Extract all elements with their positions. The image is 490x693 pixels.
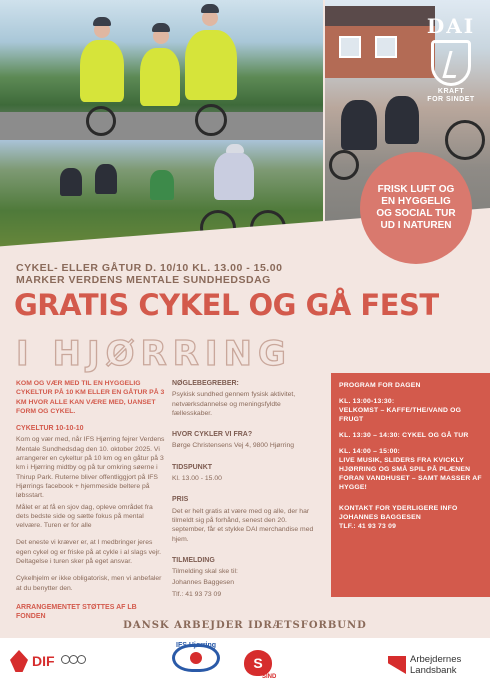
cyclist-1 (80, 40, 124, 102)
dif-logo: DIF (10, 650, 87, 672)
dai-logo (420, 14, 482, 104)
cyclist-2 (140, 48, 180, 106)
sind-logo: S SIND (244, 650, 276, 680)
slogan-circle: FRISK LUFT OG EN HYGGELIG OG SOCIAL TUR UD I NATUREN (360, 152, 472, 264)
section-heading: TILMELDING (172, 556, 215, 564)
section-heading: HVOR CYKLER VI FRA? (172, 431, 253, 439)
intro-text: KOM OG VÆR MED TIL EN HYGGELIG CYKELTUR PÅ 10 KM ELLER EN GÅTUR PÅ 3 KM HVOR ALLE KAN VÆRE MED, UANSET FORM OG CYKEL. (16, 380, 165, 415)
olympic-rings-icon (61, 655, 87, 667)
location-title: I HJØRRING (16, 334, 292, 374)
page-title: GRATIS CYKEL OG GÅ FEST (14, 288, 439, 322)
info-column-left: KOM OG VÆR MED TIL EN HYGGELIG CYKELTUR PÅ 10 KM ELLER EN GÅTUR PÅ 3 KM HVOR ALLE KAN VÆRE MED, UANSET FORM OG CYKEL. CYKELTUR 10-10-10 Kom og vær med, når IFS Hjørring fejrer Verdens Mentale Sundhedsdag den 10. oktober 2025. Vi arrangerer en cykeltur på 10 km og en gåtur på 3 km i Hjørring midtby og på tur omkring søerne i Thirup Park. Ruterne bliver offentliggjort på IFS Hjørrings facebook + hjemmeside beltere på løbsstart. Målet er at få en sjov dag, opleve området fra dets bedste side og sætte fokus på mental velvære. Turen er for alle Det eneste vi kræver er, at I medbringer jeres egen cykel og er friske på at cykle i al slags vejr. Deltagelse i turen sker på eget ansvar. Cykelhjelm er ikke obligatorisk, men vi anbefaler at du benytter den. ARRANGEMENTET STØTTES AF LB FONDEN (16, 380, 165, 621)
bank-icon (388, 656, 406, 674)
heart-icon: S (244, 650, 272, 676)
section-heading: CYKELTUR 10-10-10 (16, 425, 84, 433)
cyclist-3 (185, 30, 237, 100)
lead-rider (214, 152, 254, 200)
section-heading: TIDSPUNKT (172, 463, 213, 471)
ifs-hjorring-logo: IFS Hjørring (166, 644, 226, 672)
sponsor-text: ARRANGEMENTET STØTTES AF LB FONDEN (16, 603, 137, 621)
dif-flame-icon (10, 650, 28, 672)
subtitle: CYKEL- ELLER GÅTUR D. 10/10 KL. 13.00 - 15.00 MARKER VERDENS MENTALE SUNDHEDSDAG (16, 262, 283, 286)
dai-tagline: KRAFT FOR SINDET (427, 88, 475, 103)
section-heading: PRIS (172, 496, 189, 504)
footer-organization: DANSK ARBEJDER IDRÆTSFORBUND (123, 620, 367, 631)
program-title: PROGRAM FOR DAGEN (339, 382, 421, 389)
section-heading: NØGLEBEGREBER: (172, 380, 239, 387)
shield-icon (431, 40, 471, 86)
road (0, 112, 323, 140)
arbejdernes-landsbank-logo: Arbejdernes Landsbank (388, 654, 461, 676)
photo-seniors-cycling (0, 0, 323, 140)
dai-title: DAI (426, 14, 476, 38)
info-column-middle: NØGLEBEGREBER: Psykisk sundhed gennem fysisk aktivitet, netværksdannelse og meningsfyldte fællesskaber. HVOR CYKLER VI FRA? Børge Christensens Vej 4, 9800 Hjørring TIDSPUNKT Kl. 13.00 - 15.00 PRIS Det er helt gratis at være med og alle, der har tilmeldt sig på forhånd, senest den 20. september, får et stykke DAI merchandise med hjem. TILMELDING Tilmelding skal ske til: Johannes Baggesen Tlf.: 41 93 73 09 (172, 379, 322, 599)
program-box: PROGRAM FOR DAGEN KL. 13:00-13:30: VELKOMST – KAFFE/THE/VAND OG FRUGT KL. 13:30 – 14:30: CYKEL OG GÅ TUR KL. 14:00 – 15:00: LIVE MUSIK, SLIDERS FRA KVICKLY HJØRRING OG SMÅ SPIL PÅ PLÆNEN FORAN VANDHUSET – SAMT MASSER AF HYGGE! KONTAKT FOR YDERLIGERE INFO JOHANNES BAGGESEN TLF.: 41 93 73 09 (331, 373, 490, 597)
